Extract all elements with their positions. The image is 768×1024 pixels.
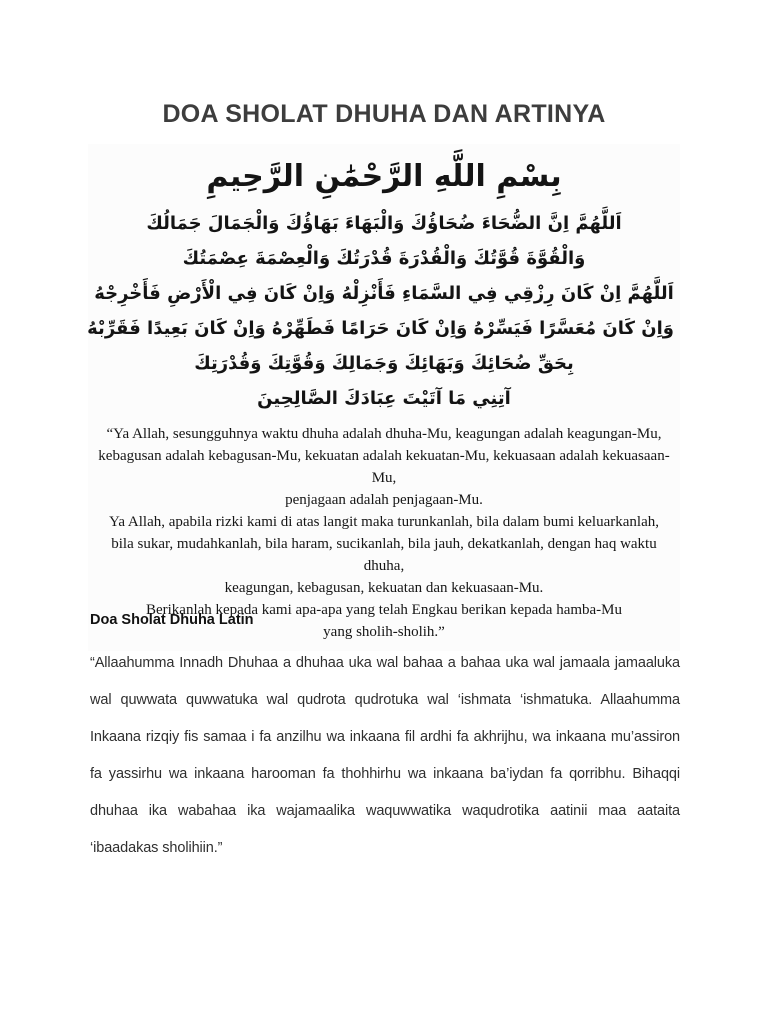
arabic-prayer-line: وَاِنْ كَانَ مُعَسَّرًا فَيَسِّرْهُ وَاِنْ كَانَ حَرَامًا فَطَهِّرْهُ وَاِنْ كَانَ بَعِيدًا فَقَرِّبْهُ [87, 318, 674, 339]
translation-line: yang sholih-sholih.” [323, 624, 445, 640]
indonesian-translation [94, 423, 674, 643]
arabic-prayer-line: اَللَّهُمَّ اِنْ كَانَ رِزْقِي فِي السَّمَاءِ فَأَنْزِلْهُ وَاِنْ كَانَ فِي الْأَرْضِ فَأَخْرِجْهُ [94, 283, 674, 304]
translation-line: penjagaan adalah penjagaan-Mu. [285, 492, 483, 508]
arabic-prayer-line: اَللَّهُمَّ اِنَّ الضُّحَاءَ ضُحَاؤُكَ وَالْبَهَاءَ بَهَاؤُكَ وَالْجَمَالَ جَمَالُكَ [146, 213, 622, 234]
arabic-prayer-line: بِحَقِّ ضُحَائِكَ وَبَهَائِكَ وَجَمَالِكَ وَقُوَّتِكَ وَقُدْرَتِكَ [194, 353, 574, 374]
translation-line: Ya Allah, apabila rizki kami di atas langit maka turunkanlah, bila dalam bumi keluarkanlah, [109, 514, 659, 530]
bismillah-calligraphy: بِسْمِ اللَّهِ الرَّحْمَٰنِ الرَّحِيمِ [206, 159, 562, 194]
latin-section-heading: Doa Sholat Dhuha Latin [90, 612, 254, 628]
translation-line: kebagusan adalah kebagusan-Mu, kekuatan adalah kekuatan-Mu, kekuasaan adalah kekuasaan-Mu, [98, 448, 670, 486]
arabic-prayer-line: وَالْقُوَّةَ قُوَّتُكَ وَالْقُدْرَةَ قُدْرَتُكَ وَالْعِصْمَةَ عِصْمَتُكَ [182, 248, 586, 269]
translation-line: bila sukar, mudahkanlah, bila haram, sucikanlah, bila jauh, dekatkanlah, dengan haq waktu dhuha, [111, 536, 657, 574]
latin-transliteration-paragraph: “Allaahumma Innadh Dhuhaa a dhuhaa uka wal bahaa a bahaa uka wal jamaala jamaaluka wal quwwata quwwatuka wal qudrota qudrotuka wal ‘ishmata ‘ishmatuka. Allaahumma Inkaana rizqiy fis samaa i fa anzilhu wa inkaana fil ardhi fa akhrijhu, wa inkaana mu’assiron fa yassirhu wa inkaana harooman fa thohhirhu wa inkaana ba’iydan fa qorribhu. Bihaqqi dhuhaa ika wabahaa ika wajamaalika waquwwatika waqudrotika aatinii maa aataita ‘ibaadakas sholihiin.” [90, 655, 680, 856]
arabic-prayer-scan-image [88, 144, 680, 651]
translation-line: Berikanlah kepada kami apa-apa yang telah Engkau berikan kepada hamba-Mu [145, 602, 623, 618]
translation-line: “Ya Allah, sesungguhnya waktu dhuha adalah dhuha-Mu, keagungan adalah keagungan-Mu, [106, 426, 662, 442]
translation-line: keagungan, kebagusan, kekuatan dan kekuasaan-Mu. [224, 580, 544, 596]
arabic-prayer-line: آتِنِي مَا آتَيْتَ عِبَادَكَ الصَّالِحِينَ [257, 388, 511, 409]
page-title: DOA SHOLAT DHUHA DAN ARTINYA [162, 100, 606, 128]
